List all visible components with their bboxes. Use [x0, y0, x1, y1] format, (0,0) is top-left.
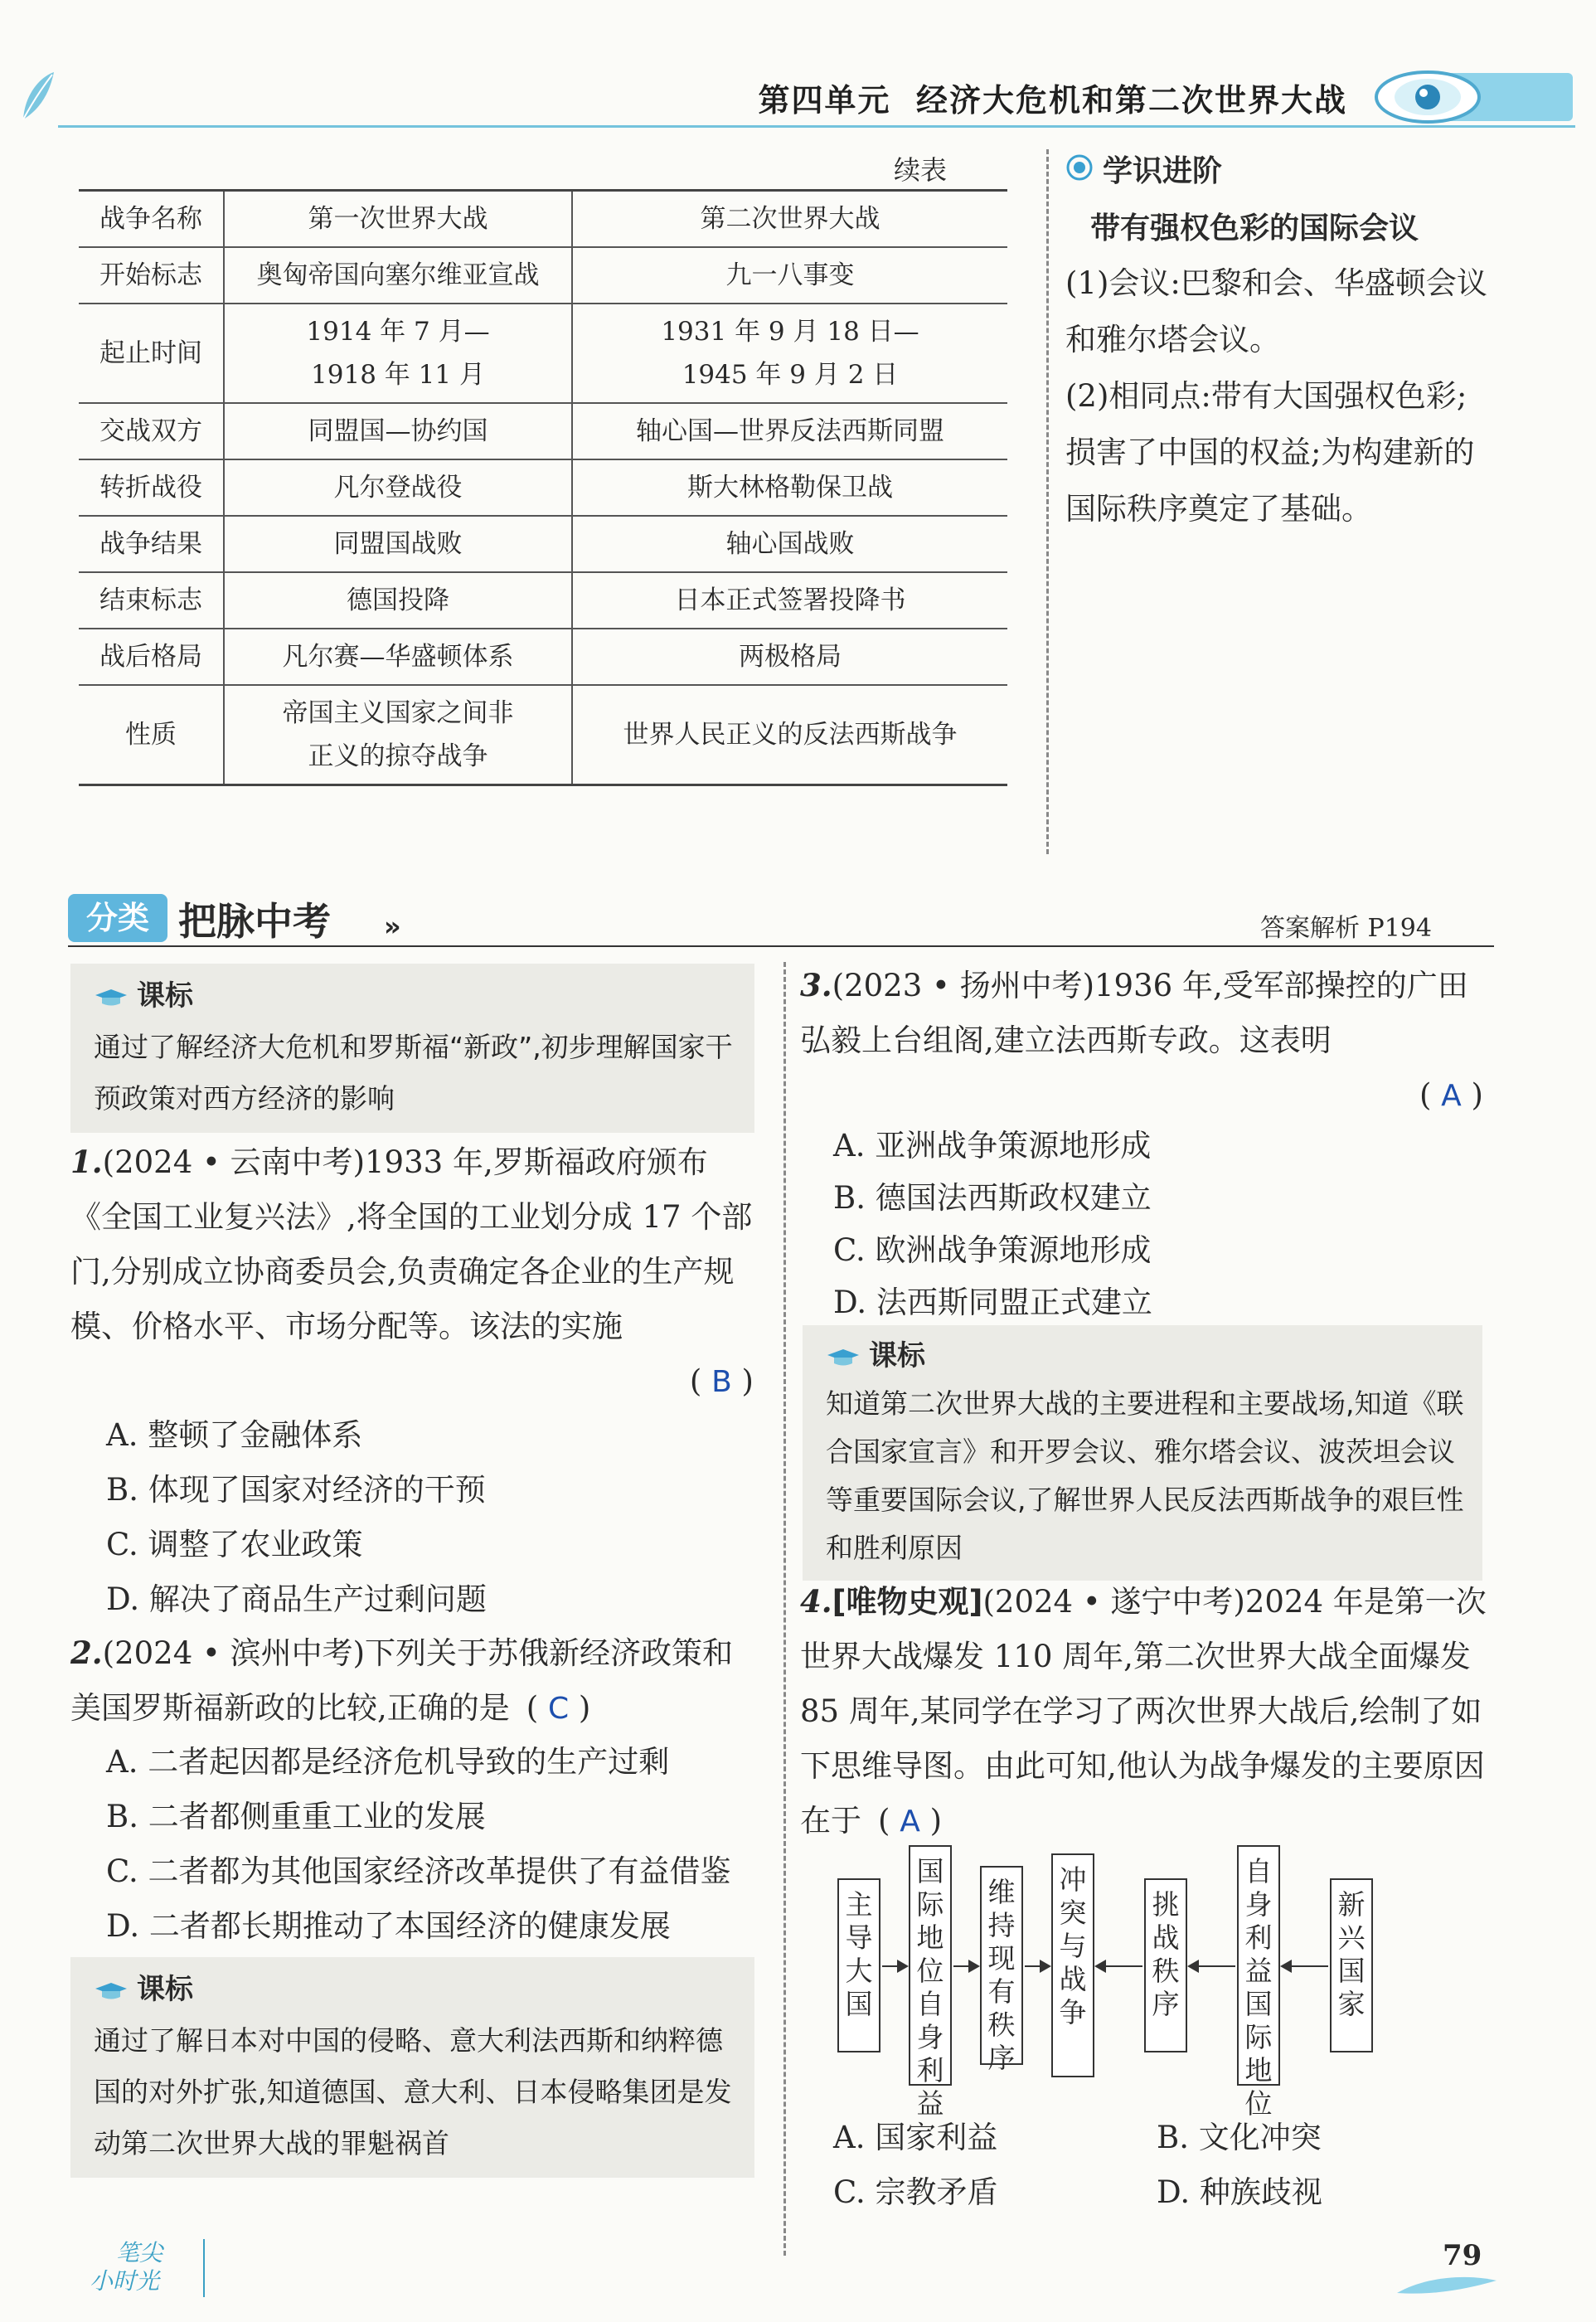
question-1: 1.(2024 • 云南中考)1933 年,罗斯福政府颁布《全国工业复兴法》,将全国的工业划分成 17 个部门,分别成立协商委员会,负责确定各企业的生产规模、价格水平、市场分配等。该法的实施 ( B ) [70, 1144, 754, 1399]
question-stem: (2023 • 扬州中考)1936 年,受军部操控的广田弘毅上台组阁,建立法西斯专政。这表明 [800, 968, 1468, 1058]
table-cell: 凡尔登战役 [224, 459, 572, 516]
graduation-cap-icon [826, 1348, 861, 1367]
table-cell: 帝国主义国家之间非 正义的掠夺战争 [224, 685, 572, 785]
table-cell: 两极格局 [572, 629, 1007, 685]
graduation-cap-icon [94, 988, 129, 1008]
question-stem: (2024 • 滨州中考)下列关于苏俄新经济政策和美国罗斯福新政的比较,正确的是 [70, 1635, 734, 1726]
option: D. 解决了商品生产过剩问题 [106, 1581, 487, 1617]
table-row [79, 403, 1007, 459]
curriculum-box-1 [70, 964, 754, 1133]
section-rule [68, 945, 1494, 947]
curriculum-text: 知道第二次世界大战的主要进程和主要战场,知道《联合国家宣言》和开罗会议、雅尔塔会议、波茨坦会议等重要国际会议,了解世界人民反法西斯战争的艰巨性和胜利原因 [826, 1387, 1464, 1564]
question-stem: (2024 • 云南中考)1933 年,罗斯福政府颁布《全国工业复兴法》,将全国的工业划分成 17 个部门,分别成立协商委员会,负责确定各企业的生产规模、价格水平、市场分配等。该法的实施 [70, 1144, 753, 1344]
row-header-cell: 起止时间 [79, 304, 224, 403]
footer-divider [203, 2239, 205, 2297]
table-cell: 德国投降 [224, 572, 572, 629]
question-4-options [833, 2111, 1480, 2220]
answer-mark: C [547, 1692, 570, 1726]
option: C. 欧洲战争策源地形成 [833, 1232, 1152, 1268]
section-badge: 分类 [68, 894, 167, 942]
table-cell: 同盟国—协约国 [224, 403, 572, 459]
mindmap-box-challenge-order: 挑战秩序 [1144, 1878, 1187, 2052]
divider [1046, 149, 1049, 854]
row-header-cell: 转折战役 [79, 459, 224, 516]
mindmap-box-interest-position: 自身利益国际地位 [1237, 1845, 1280, 2086]
table-cell: 斯大林格勒保卫战 [572, 459, 1007, 516]
table-cell: 日本正式签署投降书 [572, 572, 1007, 629]
row-header-cell: 战争结果 [79, 516, 224, 572]
mindmap-box-conflict-war: 冲突与战争 [1051, 1853, 1094, 2077]
row-header-cell: 结束标志 [79, 572, 224, 629]
option: D. 二者都长期推动了本国经济的健康发展 [106, 1908, 671, 1944]
table-cell: 凡尔赛—华盛顿体系 [224, 629, 572, 685]
advance-point-1: (1)会议:巴黎和会、华盛顿会议和雅尔塔会议。 [1065, 265, 1487, 357]
curriculum-head: 课标 [137, 1973, 193, 2006]
option: B. 德国法西斯政权建立 [833, 1180, 1152, 1216]
war-comparison-table [79, 189, 1007, 786]
table-cell: 世界人民正义的反法西斯战争 [572, 685, 1007, 785]
row-header-cell: 性质 [79, 685, 224, 785]
table-row [79, 572, 1007, 629]
target-icon [1065, 153, 1094, 182]
answer-mark: B [711, 1365, 732, 1399]
mind-map [829, 1845, 1476, 2120]
table-cell: 第二次世界大战 [572, 191, 1007, 248]
row-header-cell: 战争名称 [79, 191, 224, 248]
mindmap-box-position-interest: 国际地位自身利益 [909, 1845, 952, 2086]
question-tag: [唯物史观] [832, 1584, 983, 1620]
table-row [79, 629, 1007, 685]
question-3: 3.(2023 • 扬州中考)1936 年,受军部操控的广田弘毅上台组阁,建立法西斯专政。这表明 ( A ) [800, 967, 1483, 1113]
table-cell: 轴心国—世界反法西斯同盟 [572, 403, 1007, 459]
eye-logo-icon [1366, 66, 1573, 128]
advance-point-2: (2)相同点:带有大国强权色彩;损害了中国的权益;为构建新的国际秩序奠定了基础。 [1065, 378, 1475, 527]
arrow-left-icon [1096, 1965, 1142, 1967]
table-cell: 轴心国战败 [572, 516, 1007, 572]
curriculum-box-2 [70, 1957, 754, 2178]
question-3-options [833, 1120, 1152, 1329]
section-title: 把脉中考 [178, 899, 331, 944]
mindmap-box-major-power: 主导大国 [837, 1878, 880, 2052]
answer-mark: A [1441, 1079, 1462, 1113]
arrow-right-icon [953, 1965, 978, 1967]
mindmap-box-emerging-nation: 新兴国家 [1330, 1878, 1373, 2052]
mindmap-box-maintain-order: 维持现有秩序 [980, 1866, 1023, 2065]
advance-title: 学识进阶 [1103, 154, 1223, 188]
table-row [79, 459, 1007, 516]
option: A. 国家利益 [833, 2120, 998, 2155]
question-2-options [106, 1735, 731, 1954]
question-4: 4.[唯物史观](2024 • 遂宁中考)2024 年是第一次世界大战爆发 110 周年,第二次世界大战全面爆发 85 周年,某同学在学习了两次世界大战后,绘制了如下思维导图。由此可知,他认为战争爆发的主要原因在于 ( A ) [800, 1583, 1487, 1839]
table-cell: 奥匈帝国向塞尔维亚宣战 [224, 247, 572, 304]
table-row [79, 685, 1007, 785]
leaf-icon [1393, 2272, 1501, 2297]
table-row [79, 304, 1007, 403]
row-header-cell: 战后格局 [79, 629, 224, 685]
answer-mark: A [900, 1805, 920, 1839]
table-row [79, 516, 1007, 572]
table-cell: 同盟国战败 [224, 516, 572, 572]
curriculum-box-3 [803, 1325, 1482, 1581]
advance-body [1065, 255, 1497, 537]
option: D. 种族歧视 [1157, 2174, 1322, 2210]
table-cell: 1914 年 7 月— 1918 年 11 月 [224, 304, 572, 403]
option: B. 二者都侧重重工业的发展 [106, 1799, 486, 1834]
option: A. 整顿了金融体系 [106, 1417, 363, 1453]
answer-reference: 答案解析 P194 [1260, 914, 1432, 943]
option: D. 法西斯同盟正式建立 [833, 1285, 1152, 1320]
curriculum-text: 通过了解经济大危机和罗斯福“新政”,初步理解国家干预政策对西方经济的影响 [94, 1031, 733, 1115]
page-number: 79 [1443, 2239, 1482, 2272]
option: B. 文化冲突 [1157, 2120, 1322, 2155]
curriculum-text: 通过了解日本对中国的侵略、意大利法西斯和纳粹德国的对外扩张,知道德国、意大利、日本侵略集团是发动第二次世界大战的罪魁祸首 [94, 2024, 732, 2159]
table-cell: 1931 年 9 月 18 日— 1945 年 9 月 2 日 [572, 304, 1007, 403]
arrow-right-icon [882, 1965, 907, 1967]
option: B. 体现了国家对经济的干预 [106, 1472, 486, 1508]
table-row [79, 191, 1007, 248]
arrow-left-icon [1282, 1965, 1328, 1967]
option: C. 调整了农业政策 [106, 1527, 363, 1562]
continued-label: 续表 [894, 154, 948, 186]
leaf-icon [17, 68, 58, 126]
question-stem: (2024 • 遂宁中考)2024 年是第一次世界大战爆发 110 周年,第二次世界大战全面爆发 85 周年,某同学在学习了两次世界大战后,绘制了如下思维导图。由此可知,他认为战争爆发的主要原因在于 [800, 1584, 1487, 1839]
question-2: 2.(2024 • 滨州中考)下列关于苏俄新经济政策和美国罗斯福新政的比较,正确的是 ( C ) [70, 1635, 734, 1726]
curriculum-head: 课标 [137, 979, 193, 1013]
option: A. 二者起因都是经济危机导致的生产过剩 [106, 1744, 670, 1780]
table-cell: 九一八事变 [572, 247, 1007, 304]
row-header-cell: 交战双方 [79, 403, 224, 459]
row-header-cell: 开始标志 [79, 247, 224, 304]
option: C. 二者都为其他国家经济改革提供了有益借鉴 [106, 1853, 731, 1889]
question-1-options [106, 1408, 487, 1627]
advance-subtitle: 带有强权色彩的国际会议 [1090, 211, 1419, 245]
arrow-right-icon [1025, 1965, 1050, 1967]
arrow-left-icon [1189, 1965, 1235, 1967]
column-divider [783, 962, 786, 2256]
option: A. 亚洲战争策源地形成 [833, 1128, 1152, 1163]
graduation-cap-icon [94, 1981, 129, 2001]
double-chevron-icon: » [384, 911, 401, 942]
table-cell: 第一次世界大战 [224, 191, 572, 248]
curriculum-head: 课标 [869, 1339, 925, 1372]
table-row [79, 247, 1007, 304]
header-title: 第四单元 经济大危机和第二次世界大战 [758, 82, 1347, 119]
option: C. 宗教矛盾 [833, 2174, 998, 2210]
footer-brand: 笔尖 小时光 [90, 2239, 163, 2295]
